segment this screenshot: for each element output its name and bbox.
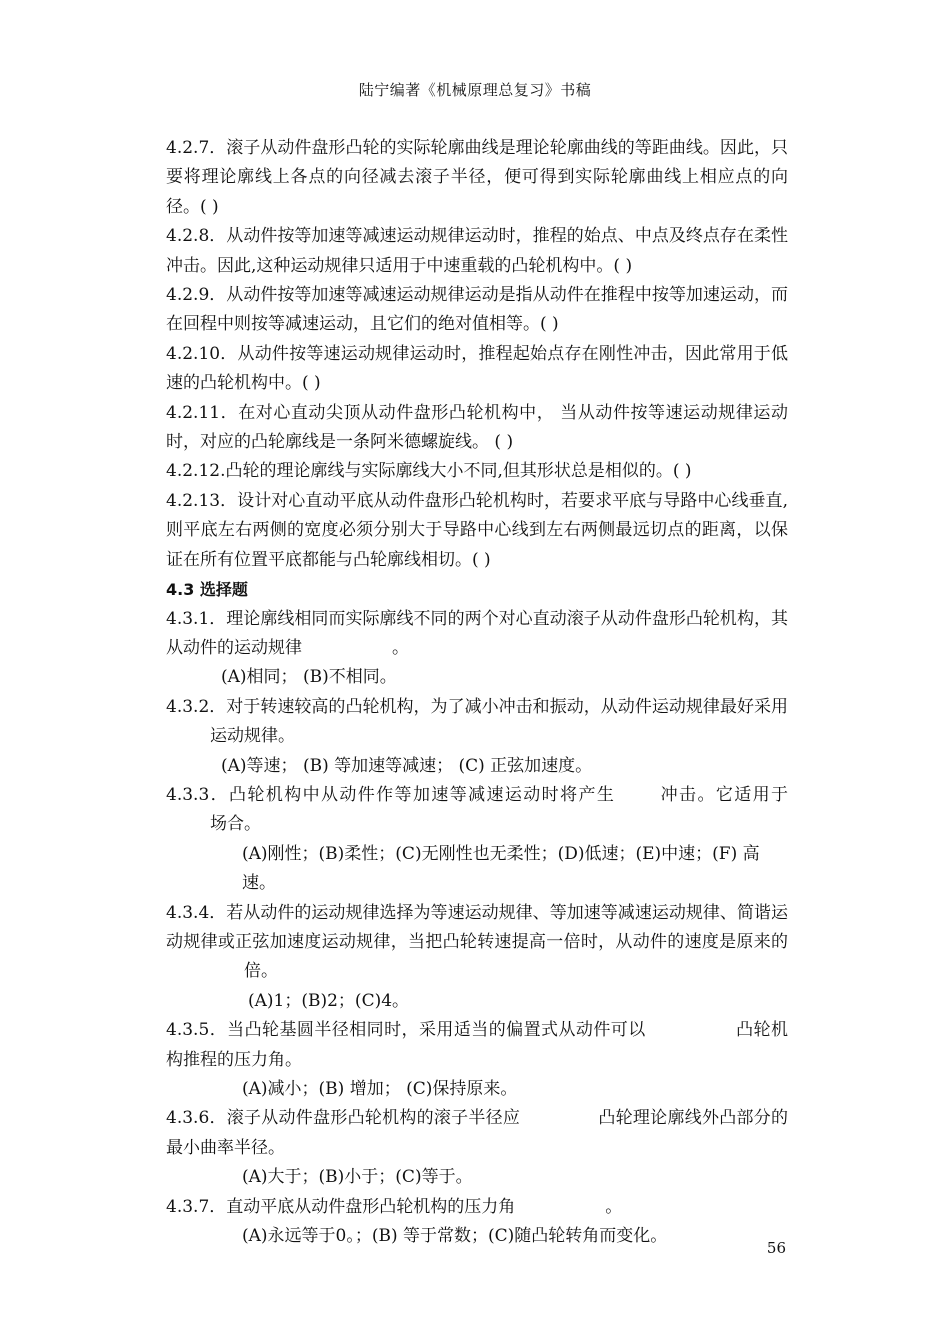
tf-item-4-2-12: 4.2.12.凸轮的理论廓线与实际廓线大小不同,但其形状总是相似的。( ) <box>166 461 692 482</box>
question-stem: 4.3.3．凸轮机构中从动件作等加速等减速运动时将产生 <box>166 784 616 805</box>
question-4-3-7 <box>166 1193 788 1222</box>
tf-item-4-2-11: 4.2.11．在对心直动尖顶从动件盘形凸轮机构中， 当从动件按等速运动规律运动时，对应的凸轮廓线是一条阿米德螺旋线。 ( ) <box>166 402 788 453</box>
tf-item-4-2-9: 4.2.9．从动件按等加速等减速运动规律运动是指从动件在推程中按等加速运动，而在回程中则按等减速运动，且它们的绝对值相等。( ) <box>166 285 788 335</box>
question-stem-end: 凸轮机构推程的压力角。 <box>166 1020 788 1070</box>
question-stem-end: 。 <box>605 1196 623 1217</box>
page-number: 56 <box>766 1239 786 1257</box>
question-4-3-5 <box>166 1016 788 1075</box>
question-stem-end: 。 <box>392 637 409 658</box>
question-stem: 4.3.5．当凸轮基圆半径相同时，采用适当的偏置式从动件可以 <box>166 1020 646 1041</box>
question-4-3-1-options: (A)相同； (B)不相同。 <box>221 667 397 688</box>
question-stem: 4.3.4．若从动件的运动规律选择为等速运动规律、等加速等减速运动规律、简谐运动规律或正弦加速度运动规律，当把凸轮转速提高一倍时，从动件的速度是原来的 <box>166 902 788 952</box>
question-stem: 4.3.7．直动平底从动件盘形凸轮机构的压力角 <box>166 1196 516 1217</box>
question-4-3-6-options: (A)大于；(B)小于；(C)等于。 <box>242 1167 473 1188</box>
tf-item-4-2-13: 4.2.13．设计对心直动平底从动件盘形凸轮机构时，若要求平底与导路中心线垂直,则平底左右两侧的宽度必须分别大于导路中心线到左右两侧最远切点的距离，以保证在所有位置平底都能与凸轮廓线相切。( ) <box>166 490 788 570</box>
section-title: 4.3 选择题 <box>166 580 248 600</box>
question-stem: 4.3.6．滚子从动件盘形凸轮机构的滚子半径应 <box>166 1108 521 1129</box>
question-stem-end: 倍。 <box>244 961 278 982</box>
question-4-3-4-options: (A)1；(B)2；(C)4。 <box>248 990 410 1011</box>
question-4-3-7-options: (A)永远等于0。；(B) 等于常数；(C)随凸轮转角而变化。 <box>242 1226 668 1247</box>
question-4-3-3-options: (A)刚性；(B)柔性；(C)无刚性也无柔性；(D)低速；(E)中速；(F) 高速。 <box>242 843 760 894</box>
question-stem-mid: 冲击。它适用于 <box>659 784 789 805</box>
question-4-3-2-options: (A)等速； (B) 等加速等减速； (C) 正弦加速度。 <box>221 755 593 776</box>
question-4-3-2 <box>166 693 788 752</box>
question-stem: 4.3.1．理论廓线相同而实际廓线不同的两个对心直动滚子从动件盘形凸轮机构，其从动件的运动规律 <box>166 608 788 658</box>
question-4-3-6 <box>166 1104 788 1163</box>
question-stem-end: 运动规律。 <box>210 726 295 747</box>
page-content <box>166 134 788 1251</box>
tf-item-4-2-10: 4.2.10．从动件按等速运动规律运动时，推程起始点存在刚性冲击，因此常用于低速的凸轮机构中。( ) <box>166 343 788 394</box>
tf-item-4-2-7: 4.2.7．滚子从动件盘形凸轮的实际轮廓曲线是理论轮廓曲线的等距曲线。因此，只要将理论廓线上各点的向径减去滚子半径，便可得到实际轮廓曲线上相应点的向径。( ) <box>166 138 788 217</box>
page-header: 陆宁编著《机械原理总复习》书稿 <box>358 81 592 99</box>
question-stem: 4.3.2．对于转速较高的凸轮机构，为了减小冲击和振动，从动件运动规律最好采用 <box>166 696 788 717</box>
question-stem-end: 凸轮理论廓线外凸部分的最小曲率半径。 <box>166 1108 788 1158</box>
question-4-3-3 <box>166 781 788 840</box>
question-stem-end: 场合。 <box>210 814 261 835</box>
question-4-3-1 <box>166 605 788 664</box>
question-4-3-5-options: (A)减小；(B) 增加； (C)保持原来。 <box>242 1079 518 1099</box>
question-4-3-4 <box>166 899 788 987</box>
tf-item-4-2-8: 4.2.8．从动件按等加速等减速运动规律运动时，推程的始点、中点及终点存在柔性冲击。因此,这种运动规律只适用于中速重载的凸轮机构中。( ) <box>166 226 788 276</box>
